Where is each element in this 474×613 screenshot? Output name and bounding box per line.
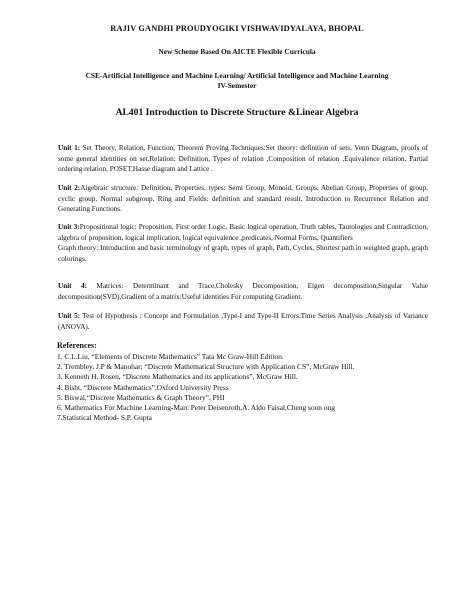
unit-3 xyxy=(58,222,428,264)
references-list xyxy=(57,352,437,423)
scheme-title: New Scheme Based On AICTE Flexible Curricula xyxy=(158,47,316,56)
reference-item: 4. Bisht, “Discrete Mathematics”,Oxford University Press xyxy=(57,382,229,392)
branch-title: CSE-Artificial Intelligence and Machine Learning/ Artificial Intelligence and Machine Learning xyxy=(85,71,389,80)
unit-5 xyxy=(58,311,428,332)
unit-label: Unit 4: xyxy=(58,282,87,290)
semester-title: IV-Semester xyxy=(217,81,257,90)
reference-item: 7.Statistical Method- S.P. Gupta xyxy=(57,413,152,423)
unit-label: Unit 5: xyxy=(58,312,80,320)
university-title: RAJIV GANDHI PROUDYOGIKI VISHWAVIDYALAYA, BHOPAL xyxy=(110,24,364,33)
branch-semester xyxy=(0,71,474,91)
reference-item: 5. Biswal,“Discrete Mathematics & Graph Theory”, PHI xyxy=(57,392,225,402)
reference-item: 1. C.L.Liu, “Elements of Discrete Mathematics” Tata Mc Graw-Hill Edition. xyxy=(57,352,284,361)
unit-2 xyxy=(58,183,428,215)
course-title: AL401 Introduction to Discrete Structure &Linear Algebra xyxy=(115,107,359,118)
unit-text: Set Theory, Relation, Function, Theorem Proving Techniques:Set theory: definition of sets, Venn Diagram, proofs of some general identities on set,Relation: Definition, Types of relation ,Composition of relation ,Equivalence relation, Partial ordering relation, POSET,Hasse diagram and Lattice . xyxy=(58,144,428,174)
references-heading: References: xyxy=(57,341,97,350)
unit-label: Unit 2: xyxy=(58,184,81,192)
unit-label: Unit 1: xyxy=(58,144,81,152)
unit-extra-text: Graph theory: Introduction and basic terminology of graph, types of graph, Path, Cycles, Shortest path in weighted graph, graph colorings. xyxy=(58,244,428,263)
unit-text: Matrices: Determinant and Trace,Cholesky Decomposition, Eigen decomposition,Singular Value decomposition(SVD),Gradient of a matrix:Useful identities For computing Gradient. xyxy=(58,282,428,301)
unit-label: Unit 3: xyxy=(58,223,80,231)
unit-text: Algebraic structure: Definition, Properties, types: Semi Group, Monoid, Groups, Abelian Group, Properties of group, cyclic group, Normal subgroup, Ring and Fields: definition and standard result, Introduction to Recurrence Relation and Generating Functions. xyxy=(58,184,428,214)
reference-item: 6. Mathematics For Machine Learning-Marc Peter Deisenroth,A. Aldo Faisal,Cheng soon ong xyxy=(57,403,335,413)
unit-1 xyxy=(58,143,428,175)
reference-item: 2. Trembley, J.P & Manohar; “Discrete Mathematical Structure with Application CS”, McGraw Hill. xyxy=(57,362,355,372)
unit-text: Test of Hypothesis : Concept and Formulation ,Type-I and Type-II Errors,Time Series Analysis ,Analysis of Variance (ANOVA). xyxy=(58,312,428,331)
unit-text: Propositional logic: Proposition, First order Logic, Basic logical operation, Truth tables, Tautologies and Contradiction, algebra of proposition, logical implication, logical equivalence ,predicates, Normal Forms, Quantifiers xyxy=(58,223,428,242)
reference-item: 3. Kenneth H. Rosen, “Discrete Mathematics and its applications”, McGraw Hill. xyxy=(57,372,298,382)
unit-4 xyxy=(58,281,428,302)
